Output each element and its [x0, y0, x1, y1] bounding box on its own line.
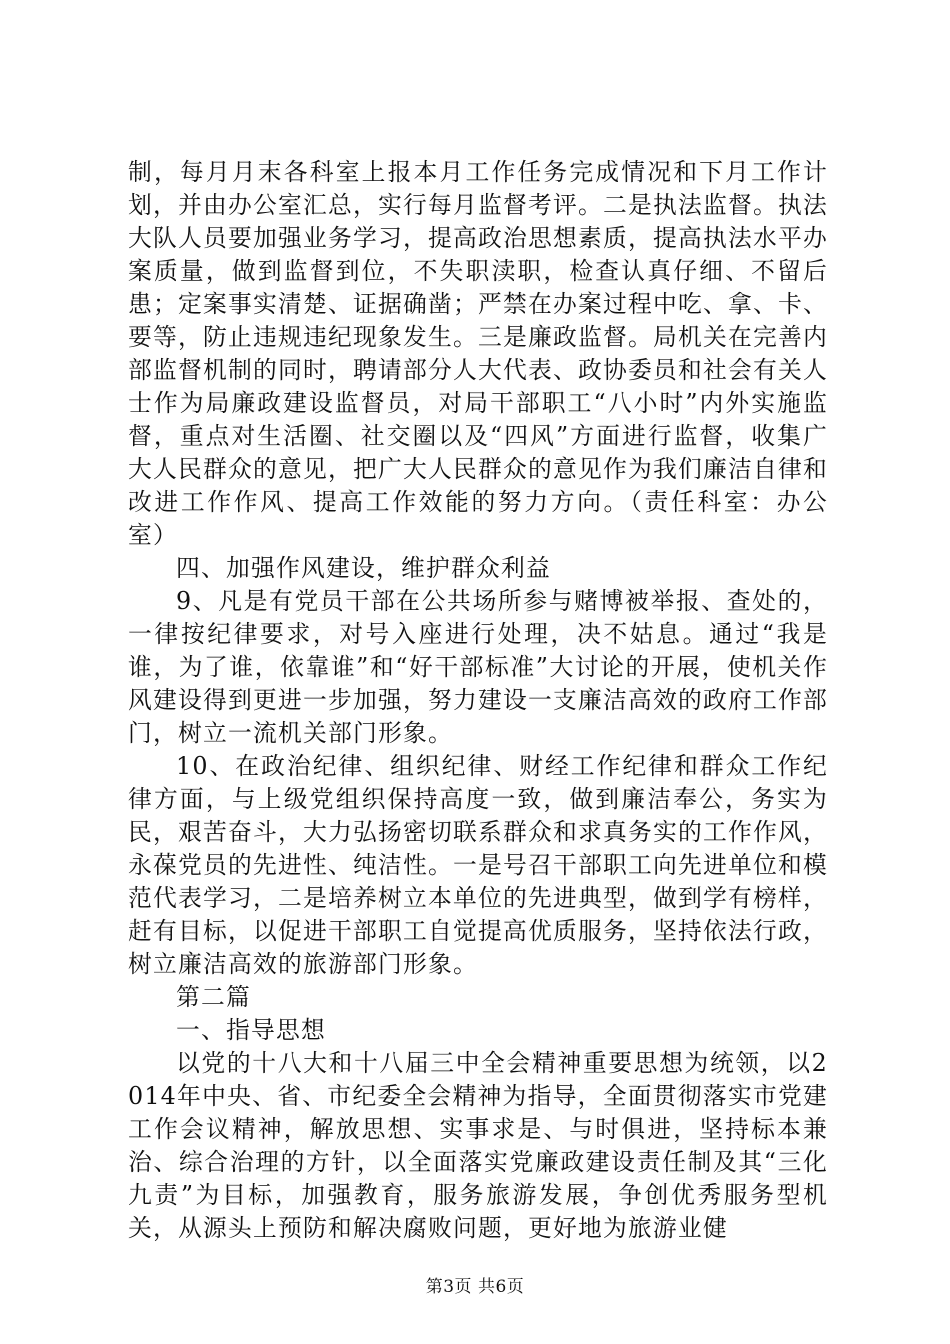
paragraph-item-10: 10、在政治纪律、组织纪律、财经工作纪律和群众工作纪律方面，与上级党组织保持高度一致，做到廉洁奉公，务实为民，艰苦奋斗，大力弘扬密切联系群众和求真务实的工作作风，永葆党员的先进性、纯洁性。一是号召干部职工向先进单位和模范代表学习，二是培养树立本单位的先进典型，做到学有榜样，赶有目标，以促进干部职工自觉提高优质服务，坚持依法行政，树立廉洁高效的旅游部门形象。	[128, 752, 828, 978]
section-heading-guiding-ideology: 一、指导思想	[176, 1016, 326, 1044]
paragraph-item-9: 9、凡是有党员干部在公共场所参与赌博被举报、查处的，一律按纪律要求，对号入座进行处理，决不姑息。通过“我是谁，为了谁，依靠谁”和“好干部标准”大讨论的开展，使机关作风建设得到更进一步加强，努力建设一支廉洁高效的政府工作部门，树立一流机关部门形象。	[128, 587, 828, 747]
section-heading-work-style: 四、加强作风建设，维护群众利益	[176, 554, 551, 582]
paragraph-supervision: 制，每月月末各科室上报本月工作任务完成情况和下月工作计划，并由办公室汇总，实行每月监督考评。二是执法监督。执法大队人员要加强业务学习，提高政治思想素质，提高执法水平办案质量，做到监督到位，不失职渎职，检查认真仔细、不留后患；定案事实清楚、证据确凿；严禁在办案过程中吃、拿、卡、要等，防止违规违纪现象发生。三是廉政监督。局机关在完善内部监督机制的同时，聘请部分人大代表、政协委员和社会有关人士作为局廉政建设监督员，对局干部职工“八小时”内外实施监督，重点对生活圈、社交圈以及“四风”方面进行监督，收集广大人民群众的意见，把广大人民群众的意见作为我们廉洁自律和改进工作作风、提高工作效能的努力方向。（责任科室：办公室）	[128, 158, 828, 549]
page-number-footer: 第3页 共6页	[425, 1277, 525, 1297]
section-heading-part-two: 第二篇	[176, 983, 251, 1011]
document-body	[128, 156, 828, 1245]
paragraph-guiding-ideology: 以党的十八大和十八届三中全会精神重要思想为统领，以2014年中央、省、市纪委全会精神为指导，全面贯彻落实市党建工作会议精神，解放思想、实事求是、与时俱进，坚持标本兼治、综合治理的方针，以全面落实党廉政建设责任制及其“三化九责”为目标，加强教育，服务旅游发展，争创优秀服务型机关，从源头上预防和解决腐败问题，更好地为旅游业健	[128, 1049, 828, 1242]
